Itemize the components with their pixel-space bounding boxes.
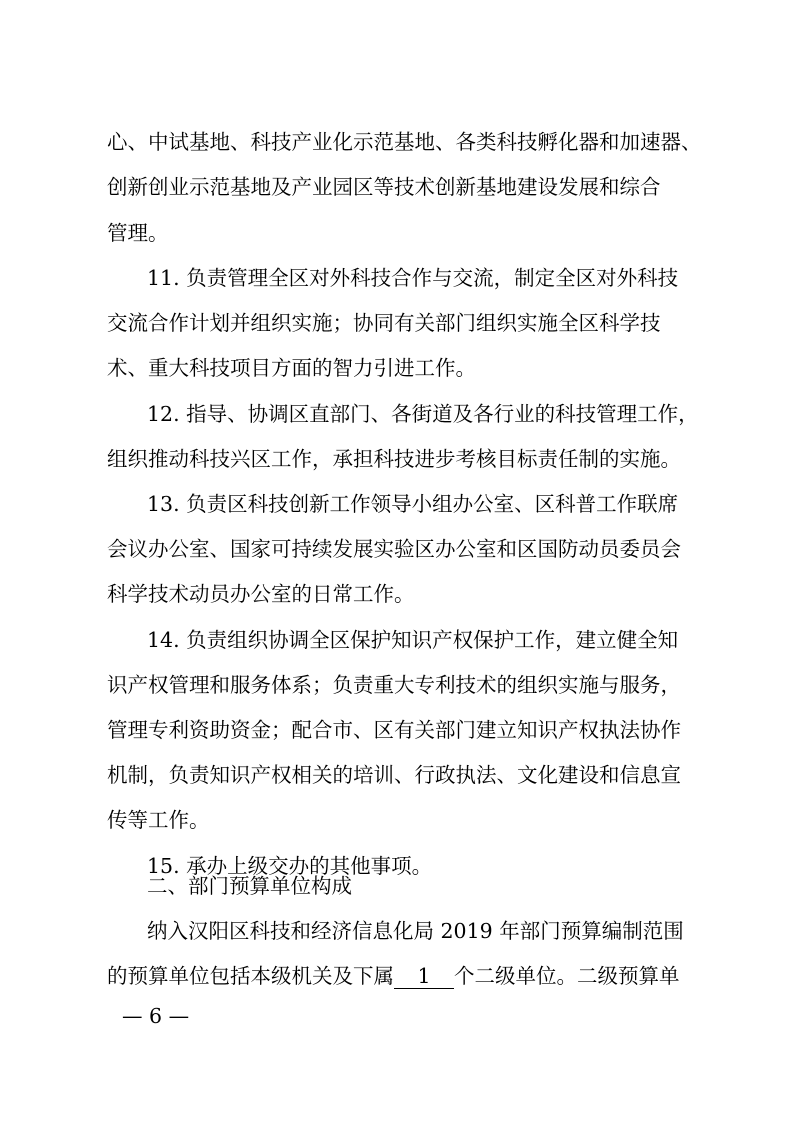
text-line: 会议办公室、国家可持续发展实验区办公室和区国防动员委员会 (107, 537, 681, 561)
text-line-with-blank (107, 962, 680, 990)
list-item-15: 15. 承办上级交办的其他事项。 (147, 854, 433, 878)
text-line: 机制，负责知识产权相关的培训、行政执法、文化建设和信息宣 (107, 763, 681, 787)
unit-count-value: 1 (394, 964, 454, 989)
list-item-13: 13. 负责区科技创新工作领导小组办公室、区科普工作联席 (147, 492, 679, 516)
text-before-blank: 的预算单位包括本级机关及下属 (107, 964, 394, 988)
text-line: 识产权管理和服务体系；负责重大专利技术的组织实施与服务， (107, 673, 681, 697)
text-line: 创新创业示范基地及产业园区等技术创新基地建设发展和综合 (107, 175, 661, 199)
text-line: 传等工作。 (107, 808, 210, 832)
section-heading: 二、部门预算单位构成 (147, 874, 352, 898)
page-number: — 6 — (122, 1004, 190, 1028)
text-after-blank: 个二级单位。二级预算单 (454, 964, 680, 988)
text-line: 管理专利资助资金；配合市、区有关部门建立知识产权执法协作 (107, 718, 681, 742)
text-line: 管理。 (107, 221, 169, 245)
text-line: 科学技术动员办公室的日常工作。 (107, 582, 415, 606)
text-line: 交流合作计划并组织实施；协同有关部门组织实施全区科学技 (107, 311, 661, 335)
text-line: 纳入汉阳区科技和经济信息化局 2019 年部门预算编制范围 (147, 919, 684, 943)
text-line: 组织推动科技兴区工作，承担科技进步考核目标责任制的实施。 (107, 447, 681, 471)
text-line: 心、中试基地、科技产业化示范基地、各类科技孵化器和加速器、 (107, 130, 702, 154)
list-item-11: 11. 负责管理全区对外科技合作与交流，制定全区对外科技 (147, 266, 679, 290)
list-item-12: 12. 指导、协调区直部门、各街道及各行业的科技管理工作， (147, 402, 699, 426)
list-item-14: 14. 负责组织协调全区保护知识产权保护工作，建立健全知 (147, 628, 679, 652)
text-line: 术、重大科技项目方面的智力引进工作。 (107, 356, 476, 380)
